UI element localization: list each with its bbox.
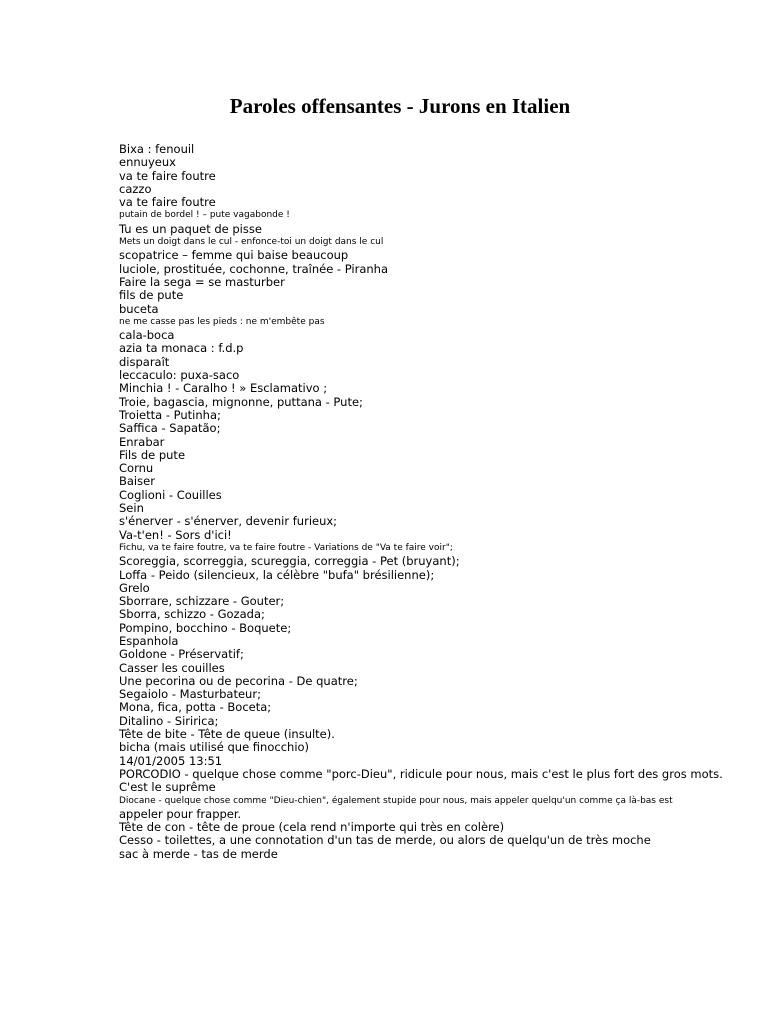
text-line: putain de bordel ! – pute vagabonde ! bbox=[119, 210, 290, 221]
text-line: Saffica - Sapatão; bbox=[119, 421, 221, 436]
text-line: Tête de bite - Tête de queue (insulte). bbox=[119, 727, 335, 742]
text-line: ne me casse pas les pieds : ne m'embête pas bbox=[119, 316, 325, 327]
text-line: Faire la sega = se masturber bbox=[119, 274, 285, 289]
page-title: Paroles offensantes - Jurons en Italien bbox=[229, 94, 571, 118]
text-line: disparaît bbox=[119, 354, 170, 369]
text-line: bicha (mais utilisé que finocchio) bbox=[119, 740, 310, 755]
text-line: s'énerver - s'énerver, devenir furieux; bbox=[119, 514, 338, 529]
comment-block bbox=[119, 768, 759, 861]
text-line: Fils de pute bbox=[119, 447, 186, 462]
text-line: Cornu bbox=[119, 461, 154, 476]
text-line: Diocane - quelque chose comme "Dieu-chien", également stupide pour nous, mais appeler quelqu'un comme ça là-bas est bbox=[119, 795, 673, 806]
phrase-list bbox=[119, 143, 759, 755]
text-line: Pompino, bocchino - Boquete; bbox=[119, 620, 292, 635]
text-line: PORCODIO - quelque chose comme "porc-Dieu", ridicule pour nous, mais c'est le plus fort des gros mots. bbox=[119, 766, 723, 781]
text-line: fils de pute bbox=[119, 288, 184, 303]
text-line: Troie, bagascia, mignonne, puttana - Pute; bbox=[119, 394, 363, 409]
text-line: Enrabar bbox=[119, 434, 165, 449]
text-line: va te faire foutre bbox=[119, 195, 216, 210]
text-line: Fichu, va te faire foutre, va te faire foutre - Variations de "Va te faire voir"; bbox=[119, 542, 453, 553]
text-line: sac à merde - tas de merde bbox=[119, 846, 278, 861]
text-line: Espanhola bbox=[119, 633, 179, 648]
text-line: va te faire foutre bbox=[119, 168, 216, 183]
text-line: Va-t'en! - Sors d'ici! bbox=[119, 527, 232, 542]
text-line: Cesso - toilettes, a une connotation d'un tas de merde, ou alors de quelqu'un de très moche bbox=[119, 833, 651, 848]
text-line: Sein bbox=[119, 501, 144, 516]
text-body bbox=[119, 143, 759, 861]
timestamp: 14/01/2005 13:51 bbox=[119, 753, 223, 768]
text-line: buceta bbox=[119, 301, 159, 316]
text-line: Troietta - Putinha; bbox=[119, 407, 221, 422]
text-line: Scoreggia, scorreggia, scureggia, correggia - Pet (bruyant); bbox=[119, 554, 460, 569]
text-line: leccaculo: puxa-saco bbox=[119, 368, 240, 383]
text-line: Grelo bbox=[119, 580, 150, 595]
text-line: Goldone - Préservatif; bbox=[119, 647, 244, 662]
text-line: Sborrare, schizzare - Gouter; bbox=[119, 594, 285, 609]
text-line: Tu es un paquet de pisse bbox=[119, 221, 262, 236]
text-line: appeler pour frapper. bbox=[119, 806, 242, 821]
text-line: Minchia ! - Caralho ! » Esclamativo ; bbox=[119, 381, 328, 396]
text-line: Bixa : fenouil bbox=[119, 142, 195, 156]
text-line: scopatrice – femme qui baise beaucoup bbox=[119, 248, 349, 263]
text-line: Ditalino - Siririca; bbox=[119, 713, 219, 728]
text-line: Mona, fica, potta - Boceta; bbox=[119, 700, 272, 715]
text-line: Mets un doigt dans le cul - enfonce-toi un doigt dans le cul bbox=[119, 237, 384, 248]
text-line: Tête de con - tête de proue (cela rend n'importe qui très en colère) bbox=[119, 820, 505, 835]
text-line: Loffa - Peido (silencieux, la célèbre "bufa" brésilienne); bbox=[119, 567, 435, 582]
text-line: Baiser bbox=[119, 474, 155, 489]
text-line: Une pecorina ou de pecorina - De quatre; bbox=[119, 673, 358, 688]
text-line: cazzo bbox=[119, 181, 152, 196]
text-line: cala-boca bbox=[119, 328, 175, 343]
text-line: azia ta monaca : f.d.p bbox=[119, 341, 244, 356]
text-line: luciole, prostituée, cochonne, traînée - Piranha bbox=[119, 261, 389, 276]
text-line: ennuyeux bbox=[119, 155, 176, 170]
text-line: Casser les couilles bbox=[119, 660, 225, 675]
text-line: Segaiolo - Masturbateur; bbox=[119, 687, 261, 702]
text-line: Sborra, schizzo - Gozada; bbox=[119, 607, 265, 622]
text-line: C'est le suprême bbox=[119, 780, 216, 795]
text-line: Coglioni - Couilles bbox=[119, 487, 222, 502]
